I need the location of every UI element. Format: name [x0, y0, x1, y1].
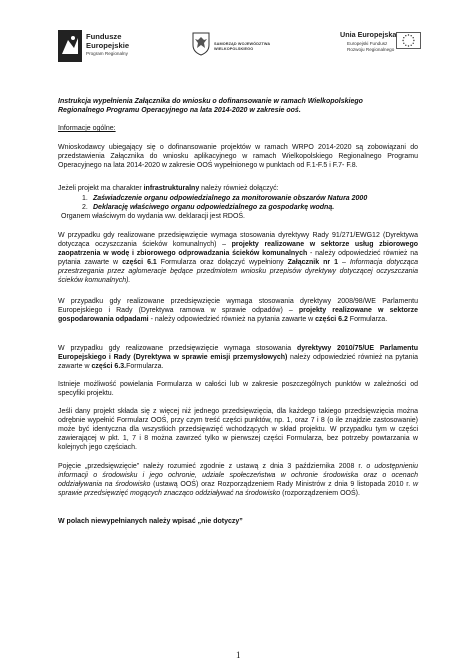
- fe-line2: Europejskie: [86, 41, 130, 50]
- unia-europejska-logo: [340, 28, 420, 68]
- wlkp-line2: WIELKOPOLSKIEGO: [214, 47, 254, 51]
- paragraph-definition: Pojęcie „przedsięwzięcie” należy rozumieć zgodnie z ustawą z dnia 3 października 2008 r. o udostępnieniu informacji o środowisku i jego ochronie, udziale społeczeństwa w ochronie środowiska oraz o ocenach oddziaływania na środowisko (ustawą OOŚ) oraz Rozporządzeniem Rady Ministrów z dnia 9 listopada 2010 r. w sprawie przedsięwzięć mogących znacząco oddziaływać na środowisko (rozporządzeniem OOŚ).: [58, 463, 418, 498]
- title-line1: Instrukcja wypełnienia Załącznika do wniosku o dofinansowanie w ramach Wielkopolskiego: [58, 98, 363, 105]
- eagle-crest-icon: [192, 32, 210, 56]
- fundusze-europejskie-mark-icon: [58, 30, 82, 62]
- attachments-list: [82, 194, 412, 212]
- fundusze-europejskie-logo: [58, 28, 148, 68]
- paragraph-wastewater: W przypadku gdy realizowane przedsięwzięcie wymaga stosowania dyrektywy Rady 91/271/EWG12 (Dyrektywa dotycząca oczyszczania ścieków komunalnych) – projekty realizowane w sektorze usług zbiorowego zaopatrzenia w wodę i zbiorowego odprowadzania ścieków komunalnych - należy odpowiedzieć również na pytania zawarte w części 6.1 Formularza oraz dołączyć wypełniony Załącznik nr 1 – Informacja dotycząca przestrzegania przez aglomeracje będące przedmiotem wniosku przepisów dyrektywy dotyczącej oczyszczania ścieków komunalnych).: [58, 232, 418, 285]
- list-note: Organem właściwym do wydania ww. deklaracji jest RDOŚ.: [61, 213, 246, 220]
- paragraph-waste: W przypadku gdy realizowane przedsięwzięcie wymaga stosowania dyrektywy 2008/98/WE Parlamentu Europejskiego i Rady (Dyrektywa ramowa w sprawie odpadów) – projekty realizowane w sektorze gospodarowania odpadami - należy odpowiedzieć również na pytania zawarte w części 6.2 Formularza.: [58, 298, 418, 324]
- general-info-heading: Informacje ogólne:: [58, 125, 116, 132]
- eu-line3: Rozwoju Regionalnego: [347, 47, 395, 52]
- paragraph-infrastructure: Jeżeli projekt ma charakter infrastrukturalny należy również dołączyć:: [58, 185, 279, 192]
- eu-line2: Europejski Fundusz: [347, 41, 388, 46]
- wlkp-line1: SAMORZĄD WOJEWÓDZTWA: [214, 42, 271, 46]
- list-item: 1. Zaświadczenie organu odpowiedzialnego za monitorowanie obszarów Natura 2000: [82, 195, 368, 202]
- eu-flag-icon: [396, 32, 421, 49]
- document-title: [58, 97, 418, 115]
- paragraph-intro: Wnioskodawcy ubiegający się o dofinansowanie projektów w ramach WRPO 2014-2020 są zobowiązani do przedstawienia Załącznika do wniosku aplikacyjnego w ramach Wielkopolskiego Regionalnego Programu Operacyjnego na lata 2014-2020 w zakresie OOŚ wypełnionego w punktach od F.1-F.5 i F.7- F.8.: [58, 144, 418, 170]
- samorzad-wojewodztwa-logo: [192, 32, 282, 62]
- page-number: 1: [236, 650, 241, 660]
- paragraph-not-applicable: W polach niewypełnianych należy wpisać „nie dotyczy”: [58, 518, 243, 525]
- paragraph-emissions: W przypadku gdy realizowane przedsięwzięcie wymaga stosowania dyrektywy 2010/75/UE Parlamentu Europejskiego i Rady (Dyrektywa w sprawie emisji przemysłowych) należy odpowiedzieć również na pytania zawarte w części 6.3.Formularza.: [58, 345, 418, 371]
- list-item: 2. Deklarację właściwego organu odpowiedzialnego za gospodarkę wodną.: [82, 204, 335, 212]
- eu-line1: Unia Europejska: [340, 30, 397, 39]
- title-line2: Regionalnego Programu Operacyjnego na lata 2014-2020 w zakresie ooś.: [58, 107, 301, 115]
- paragraph-multiple-projects: Jeśli dany projekt składa się z więcej niż jednego przedsięwzięcia, dla każdego takiego przedsięwzięcia można odrębnie wypełnić Formularz OOŚ, przy czym treść części punktów, np. 1, oraz 7 i 8 (o ile znajdzie zastosowanie) może być identyczna dla wszystkich przedsięwzięć wchodzących w skład projektu. W przypadku tym w części zawierającej w pkt. 1, 7 i 8 można zawrzeć tylko w pierwszej części Formularza, bez potrzeby powtarzania w kolejnych jego częściach.: [58, 408, 418, 452]
- paragraph-copies: Istnieje możliwość powielania Formularza w całości lub w zakresie poszczególnych punktów w zależności od specyfiki projektu.: [58, 381, 418, 398]
- fe-line1: Fundusze: [86, 32, 122, 41]
- fe-line3: Program Regionalny: [86, 51, 128, 56]
